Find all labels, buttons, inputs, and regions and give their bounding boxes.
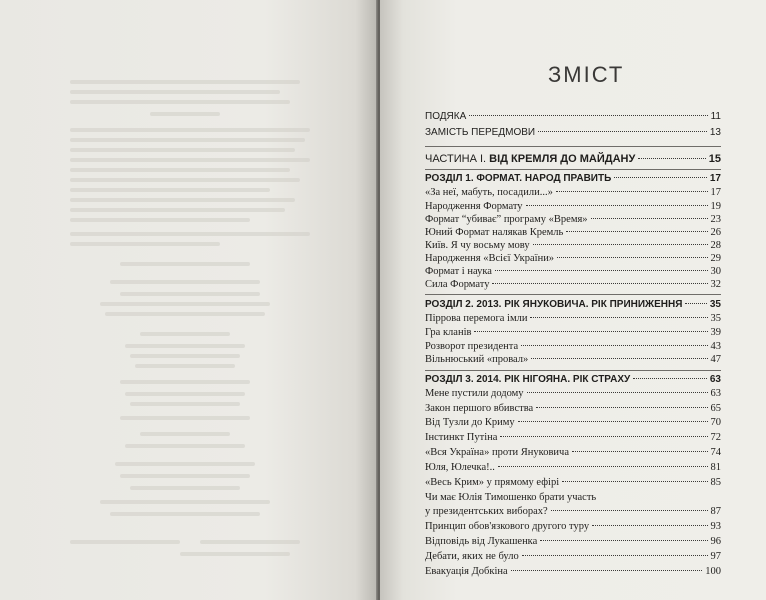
entry-label: Народження «Всієї України» [425, 253, 555, 264]
leader-dots [531, 357, 707, 359]
chapter-title: РОЗДІЛ 3. 2014. РІК НІГОЯНА. РІК СТРАХУ [425, 374, 631, 385]
toc-entry[interactable] [425, 252, 721, 266]
toc-entry-front-2[interactable] [425, 126, 721, 140]
entry-label: Піррова перемога імли [425, 313, 528, 324]
entry-label: Київ. Я чу восьму мову [425, 240, 530, 251]
leader-dots [633, 377, 707, 379]
toc-entry[interactable] [425, 387, 721, 401]
entry-page: 39 [710, 327, 721, 338]
toc-entry[interactable] [425, 200, 721, 214]
leader-dots [562, 480, 707, 482]
entry-label: Розворот президента [425, 341, 519, 352]
divider [425, 146, 721, 147]
toc-entry[interactable] [425, 265, 721, 279]
leader-dots [469, 114, 707, 116]
entry-page: 15 [708, 153, 721, 165]
entry-page: 74 [710, 447, 721, 458]
entry-label: Вільнюський «провал» [425, 354, 529, 365]
entry-page: 63 [709, 374, 721, 385]
entry-page: 17 [709, 173, 721, 184]
toc-entry[interactable] [425, 416, 721, 430]
entry-page: 28 [710, 240, 721, 251]
entry-page: 29 [710, 253, 721, 264]
leader-dots [495, 269, 708, 271]
entry-page: 17 [710, 187, 721, 198]
entry-label: Сила Формату [425, 279, 490, 290]
leader-dots [614, 176, 707, 178]
leader-dots [492, 282, 707, 284]
entry-label: Дебати, яких не було [425, 551, 519, 562]
chapter-title: РОЗДІЛ 1. ФОРМАТ. НАРОД ПРАВИТЬ [425, 173, 612, 184]
entry-label: «Весь Крим» у прямому ефірі [425, 477, 560, 488]
leader-dots [638, 157, 705, 159]
toc-chapter-2[interactable] [425, 298, 721, 312]
toc-entry[interactable] [425, 353, 721, 367]
entry-page: 97 [710, 551, 721, 562]
leader-dots [556, 190, 708, 192]
part-title: ВІД КРЕМЛЯ ДО МАЙДАНУ [489, 153, 636, 165]
leader-dots [526, 204, 708, 206]
entry-label: Формат і наука [425, 266, 492, 277]
entry-page: 13 [709, 127, 721, 138]
entry-page: 43 [710, 341, 721, 352]
entry-label: Евакуація Добкіна [425, 566, 508, 577]
toc-entry[interactable] [425, 226, 721, 240]
toc-entry[interactable] [425, 520, 721, 534]
divider [425, 370, 721, 371]
toc-entry-front-1[interactable] [425, 110, 721, 124]
toc-entry[interactable] [425, 186, 721, 200]
toc-entry[interactable] [425, 402, 721, 416]
toc-chapter-1[interactable] [425, 172, 721, 186]
entry-page: 100 [705, 566, 721, 577]
leader-dots [536, 406, 707, 408]
toc-entry[interactable] [425, 565, 721, 579]
entry-label: Закон першого вбивства [425, 403, 534, 414]
entry-page: 23 [710, 214, 721, 225]
leader-dots [685, 302, 706, 304]
leader-dots [511, 569, 703, 571]
leader-dots [522, 554, 708, 556]
toc-entry[interactable] [425, 446, 721, 460]
entry-page: 47 [710, 354, 721, 365]
entry-label: ПОДЯКА [425, 111, 467, 122]
leader-dots [530, 316, 707, 318]
leader-dots [518, 420, 708, 422]
entry-label: Інстинкт Путіна [425, 432, 498, 443]
left-page [0, 0, 378, 600]
toc-entry[interactable] [425, 431, 721, 445]
entry-label: у президентських виборах? [425, 506, 548, 517]
leader-dots [521, 344, 707, 346]
leader-dots [566, 230, 707, 232]
leader-dots [551, 509, 708, 511]
toc-part-1[interactable] [425, 152, 721, 166]
entry-label: «За неї, мабуть, посадили...» [425, 187, 553, 198]
entry-page: 72 [710, 432, 721, 443]
entry-label: ЗАМІСТЬ ПЕРЕДМОВИ [425, 127, 536, 138]
leader-dots [557, 256, 707, 258]
toc-entry[interactable] [425, 340, 721, 354]
leader-dots [540, 539, 707, 541]
entry-page: 35 [709, 299, 721, 310]
entry-label: Юний Формат налякав Кремль [425, 227, 564, 238]
leader-dots [474, 330, 707, 332]
part-prefix: ЧАСТИНА І. [425, 153, 487, 165]
entry-page: 87 [710, 506, 721, 517]
entry-page: 26 [710, 227, 721, 238]
chapter-title: РОЗДІЛ 2. 2013. РІК ЯНУКОВИЧА. РІК ПРИНИЖЕННЯ [425, 299, 683, 310]
leader-dots [572, 450, 708, 452]
entry-label: Юля, Юлечка!.. [425, 462, 495, 473]
entry-label: Від Тузли до Криму [425, 417, 515, 428]
toc-entry-wrap-line[interactable] [425, 491, 721, 505]
entry-label: «Вся Україна» проти Януковича [425, 447, 569, 458]
toc-chapter-3[interactable] [425, 373, 721, 387]
entry-label: Народження Формату [425, 201, 523, 212]
entry-label-line1: Чи має Юлія Тимошенко брати участь [425, 492, 597, 503]
entry-label: Принцип обов'язкового другого туру [425, 521, 590, 532]
leader-dots [527, 391, 708, 393]
entry-page: 81 [710, 462, 721, 473]
toc-entry[interactable] [425, 476, 721, 490]
toc-entry[interactable] [425, 312, 721, 326]
toc-entry[interactable] [425, 278, 721, 292]
entry-label: Мене пустили додому [425, 388, 524, 399]
toc-title: ЗМІСТ [548, 62, 625, 87]
entry-page: 85 [710, 477, 721, 488]
entry-page: 70 [710, 417, 721, 428]
leader-dots [500, 435, 707, 437]
toc-entry[interactable] [425, 550, 721, 564]
toc-entry[interactable] [425, 239, 721, 253]
entry-page: 32 [710, 279, 721, 290]
entry-page: 96 [710, 536, 721, 547]
toc-entry[interactable] [425, 461, 721, 475]
entry-page: 11 [710, 111, 721, 122]
entry-page: 63 [710, 388, 721, 399]
toc-entry[interactable] [425, 213, 721, 227]
divider [425, 294, 721, 295]
leader-dots [498, 465, 708, 467]
leader-dots [592, 524, 707, 526]
entry-page: 35 [710, 313, 721, 324]
entry-page: 93 [710, 521, 721, 532]
entry-label: Гра кланів [425, 327, 472, 338]
leader-dots [591, 217, 708, 219]
entry-label: Формат “убиває” програму «Время» [425, 214, 588, 225]
entry-page: 19 [710, 201, 721, 212]
divider [425, 169, 721, 170]
entry-page: 30 [710, 266, 721, 277]
entry-label: Відповідь від Лукашенка [425, 536, 538, 547]
leader-dots [533, 243, 708, 245]
toc-entry[interactable] [425, 326, 721, 340]
entry-page: 65 [710, 403, 721, 414]
leader-dots [538, 130, 707, 132]
toc-entry[interactable] [425, 535, 721, 549]
toc-entry[interactable] [425, 505, 721, 519]
